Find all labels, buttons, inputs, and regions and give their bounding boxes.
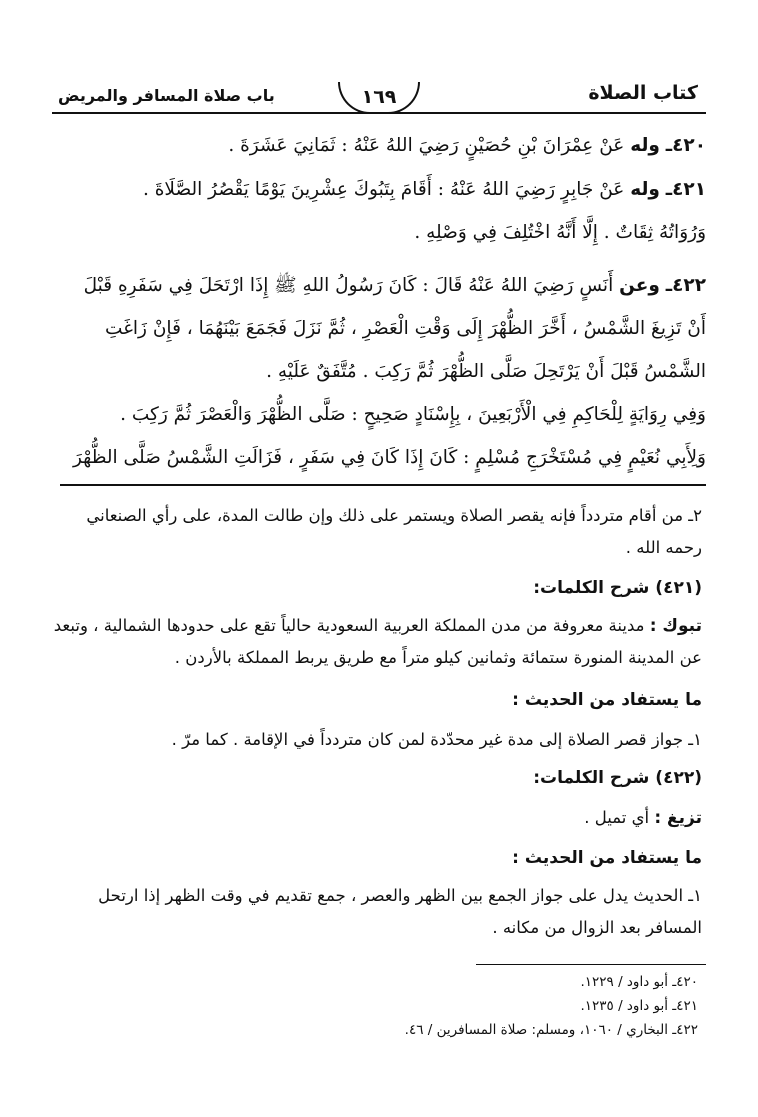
hadith-lead: وله bbox=[630, 179, 660, 200]
commentary-line: المسافر بعد الزوال من مكانه . bbox=[492, 918, 702, 937]
hadith-text: أَنَسٍ رَضِيَ اللهُ عَنْهُ قَالَ : كَانَ رَسُولُ اللهِ ﷺ إِذَا ارْتَحَلَ فِي سَفَرِهِ قَبْلَ bbox=[83, 275, 614, 296]
hadith-line: الشَّمْسُ قَبْلَ أَنْ يَرْتَحِلَ صَلَّى الظُّهْرَ ثُمَّ رَكِبَ . مُتَّفَقٌ عَلَيْهِ . bbox=[266, 361, 706, 382]
commentary-line bbox=[52, 610, 702, 642]
h421-words-heading: (٤٢١) شرح الكلمات: bbox=[533, 578, 702, 598]
hadith-422 bbox=[52, 264, 706, 479]
h422-definition bbox=[52, 802, 702, 834]
section-divider bbox=[60, 484, 706, 486]
commentary-line: ٢ـ من أقام متردداً فإنه يقصر الصلاة ويستمر على ذلك وإن طالت المدة، على رأي الصنعاني bbox=[86, 506, 702, 525]
definition-text: مدينة معروفة من مدن المملكة العربية السعودية حالياً تقع على حدودها الشمالية ، وتبعد bbox=[53, 616, 645, 635]
footnote-rule bbox=[476, 964, 706, 965]
commentary-point-2 bbox=[52, 500, 702, 564]
hadith-lead: وله bbox=[630, 135, 660, 156]
h422-benefit bbox=[52, 880, 702, 944]
hadith-line bbox=[52, 264, 706, 307]
hadith-420 bbox=[52, 124, 706, 167]
header-rule bbox=[52, 112, 706, 114]
hadith-line: وَفِي رِوَايَةٍ لِلْحَاكِمِ فِي الْأَرْبَعِينَ ، بِإِسْنَادٍ صَحِيحٍ : صَلَّى الظُّهْرَ وَالْعَصْرَ ثُمَّ رَكِبَ . bbox=[120, 404, 706, 425]
commentary-line: رحمه الله . bbox=[625, 538, 702, 557]
term-tazigh: تزيغ : bbox=[654, 808, 702, 828]
hadith-line: أَنْ تَزِيغَ الشَّمْسُ ، أَخَّرَ الظُّهْرَ إِلَى وَقْتِ الْعَصْرِ ، ثُمَّ نَزَلَ فَجَمَعَ بَيْنَهُمَا ، فَإِنْ زَاغَتِ bbox=[105, 318, 706, 339]
commentary-line: ١ـ الحديث يدل على جواز الجمع بين الظهر والعصر ، جمع تقديم في وقت الظهر إذا ارتحل bbox=[98, 886, 702, 905]
h422-words-heading: (٤٢٢) شرح الكلمات: bbox=[533, 768, 702, 788]
h421-benefit: ١ـ جواز قصر الصلاة إلى مدة غير محدّدة لمن كان متردداً في الإقامة . كما مرّ . bbox=[171, 730, 702, 749]
commentary-line: عن المدينة المنورة ستمائة وثمانين كيلو متراً مع طريق يربط المملكة بالأردن . bbox=[174, 648, 702, 667]
chapter-title: باب صلاة المسافر والمريض bbox=[58, 86, 275, 105]
h421-benefit-heading: ما يستفاد من الحديث : bbox=[512, 690, 702, 710]
footnote-422: ٤٢٢ـ البخاري / ١٠٦٠، ومسلم: صلاة المسافرين / ٤٦. bbox=[404, 1022, 698, 1038]
page-header bbox=[52, 72, 706, 116]
h422-benefit-heading: ما يستفاد من الحديث : bbox=[512, 848, 702, 868]
hadith-text: عَنْ عِمْرَانَ بْنِ حُصَيْنٍ رَضِيَ اللهُ عَنْهُ : ثَمَانِيَ عَشَرَةَ . bbox=[228, 135, 625, 156]
hadith-text: عَنْ جَابِرٍ رَضِيَ اللهُ عَنْهُ : أَقَامَ بِتَبُوكَ عِشْرِينَ يَوْمًا يَقْصُرُ الصَّلَاةَ . bbox=[142, 179, 625, 200]
footnote-421: ٤٢١ـ أبو داود / ١٢٣٥. bbox=[580, 998, 698, 1014]
hadith-number: ٤٢٠ـ bbox=[665, 135, 706, 156]
term-tabuk: تبوك : bbox=[649, 616, 702, 636]
hadith-line: وَلِأَبِي نُعَيْمٍ فِي مُسْتَخْرَجِ مُسْلِمٍ : كَانَ إِذَا كَانَ فِي سَفَرٍ ، فَزَالَتِ الشَّمْسُ صَلَّى الظُّهْرَ bbox=[72, 447, 706, 468]
hadith-line bbox=[52, 124, 706, 167]
page-number: ١٦٩ bbox=[361, 86, 397, 108]
hadith-number: ٤٢٢ـ bbox=[665, 275, 706, 296]
definition-text: أي تميل . bbox=[584, 808, 650, 827]
hadith-421 bbox=[52, 168, 706, 254]
hadith-line: وَرُوَاتُهُ ثِقَاتٌ . إِلَّا أَنَّهُ اخْتُلِفَ فِي وَصْلِهِ . bbox=[414, 222, 706, 243]
footnote-420: ٤٢٠ـ أبو داود / ١٢٢٩. bbox=[580, 974, 698, 990]
hadith-lead: وعن bbox=[619, 275, 660, 296]
h421-definition bbox=[52, 610, 702, 674]
hadith-line bbox=[52, 168, 706, 211]
hadith-number: ٤٢١ـ bbox=[665, 179, 706, 200]
book-title: كتاب الصلاة bbox=[588, 82, 698, 104]
